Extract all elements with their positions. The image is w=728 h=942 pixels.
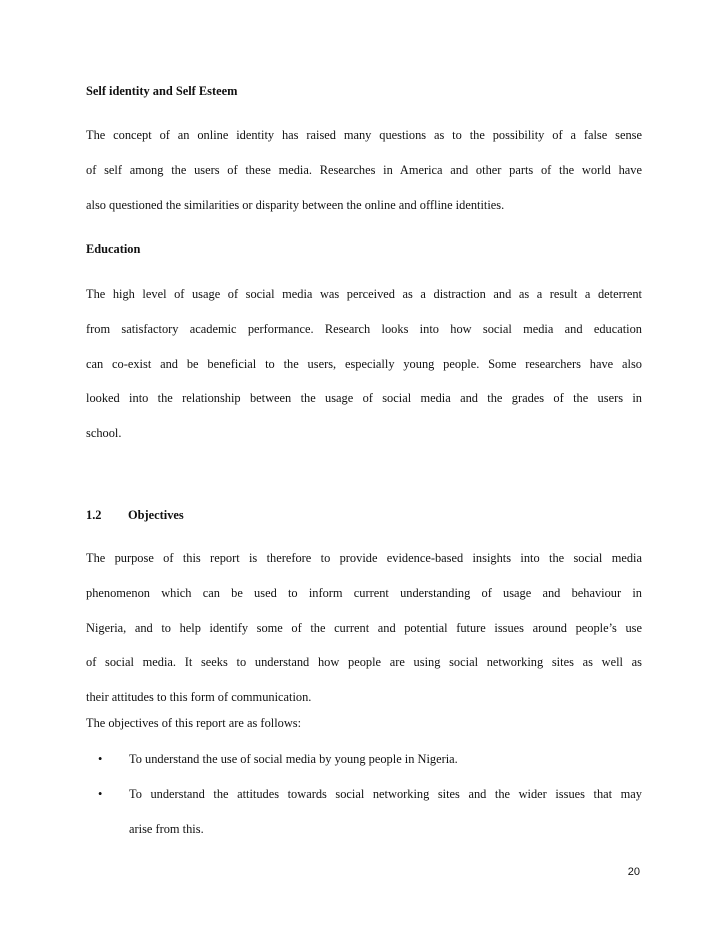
paragraph-line: phenomenon which can be used to inform current understanding of usage and behaviour in	[86, 585, 642, 600]
section-heading-objectives	[86, 508, 184, 523]
section-number: 1.2	[86, 508, 102, 522]
paragraph-line: of self among the users of these media. Researches in America and other parts of the world have	[86, 162, 642, 177]
list-item	[86, 742, 642, 777]
objectives-list	[86, 742, 642, 846]
page-number: 20	[627, 866, 640, 878]
list-item-line: To understand the use of social media by young people in Nigeria.	[129, 752, 458, 766]
paragraph-line: from satisfactory academic performance. Research looks into how social media and education	[86, 321, 642, 336]
paragraph-line: school.	[86, 426, 122, 441]
paragraph-line: The high level of usage of social media was perceived as a distraction and as a result a deterrent	[86, 287, 642, 301]
paragraph-line: The concept of an online identity has raised many questions as to the possibility of a false sense	[86, 128, 642, 142]
bullet-icon: •	[98, 752, 103, 766]
list-item-line: arise from this.	[129, 821, 204, 836]
paragraph-line: their attitudes to this form of communication.	[86, 690, 312, 705]
paragraph-line: Nigeria, and to help identify some of the current and potential future issues around people’s use	[86, 620, 642, 635]
paragraph-line: looked into the relationship between the usage of social media and the grades of the users in	[86, 391, 642, 406]
bullet-icon: •	[98, 786, 103, 801]
section-heading-self-identity: Self identity and Self Esteem	[86, 84, 238, 98]
paragraph-line: also questioned the similarities or disparity between the online and offline identities.	[86, 197, 505, 212]
paragraph-line: can co-exist and be beneficial to the users, especially young people. Some researchers have also	[86, 356, 642, 371]
section-heading-education: Education	[86, 242, 141, 256]
list-item-line: To understand the attitudes towards social networking sites and the wider issues that may	[129, 786, 642, 801]
section-title: Objectives	[128, 508, 184, 522]
list-item	[86, 777, 642, 847]
paragraph-education	[86, 277, 642, 451]
objectives-intro: The objectives of this report are as follows:	[86, 716, 302, 730]
paragraph-line: The purpose of this report is therefore to provide evidence-based insights into the social media	[86, 551, 642, 565]
paragraph-line: of social media. It seeks to understand how people are using social networking sites as well as	[86, 655, 642, 670]
paragraph-objectives	[86, 541, 642, 715]
paragraph-self-identity	[86, 118, 642, 222]
